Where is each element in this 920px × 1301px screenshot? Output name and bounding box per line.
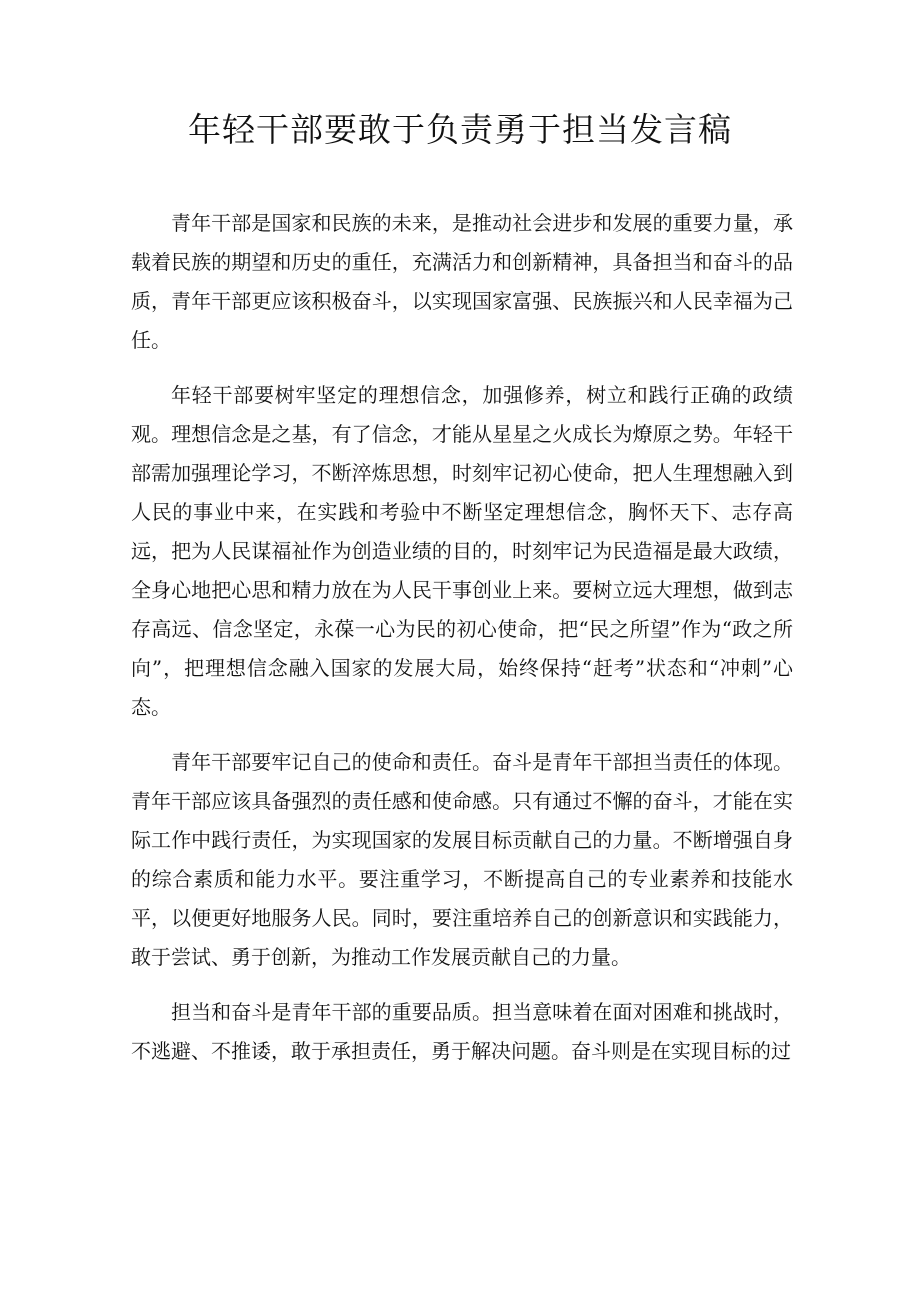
document-title: 年轻干部要敢于负责勇于担当发言稿	[188, 110, 732, 149]
paragraph-2: 年轻干部要树牢坚定的理想信念，加强修养，树立和践行正确的政绩观。理想信念是之基，有了信念，才能从星星之火成长为燎原之势。年轻干部需加强理论学习，不断淬炼思想，时刻牢记初心使命，把人生理想融入到人民的事业中来，在实践和考验中不断坚定理想信念，胸怀天下、志存高远，把为人民谋福祉作为创造业绩的目的，时刻牢记为民造福是最大政绩，全身心地把心思和精力放在为人民干事创业上来。要树立远大理想，做到志存高远、信念坚定，永葆一心为民的初心使命，把“民之所望”作为“政之所向”，把理想信念融入国家的发展大局，始终保持“赶考”状态和“冲刺”心态。	[131, 383, 793, 719]
paragraph-1: 青年干部是国家和民族的未来，是推动社会进步和发展的重要力量，承载着民族的期望和历史的重任，充满活力和创新精神，具备担当和奋斗的品质，青年干部更应该积极奋斗，以实现国家富强、民族振兴和人民幸福为己任。	[131, 211, 793, 352]
paragraph-3: 青年干部要牢记自己的使命和责任。奋斗是青年干部担当责任的体现。青年干部应该具备强烈的责任感和使命感。只有通过不懈的奋斗，才能在实际工作中践行责任，为实现国家的发展目标贡献自己的力量。不断增强自身的综合素质和能力水平。要注重学习，不断提高自己的专业素养和技能水平，以便更好地服务人民。同时，要注重培养自己的创新意识和实践能力，敢于尝试、勇于创新，为推动工作发展贡献自己的力量。	[131, 750, 793, 969]
paragraph-4: 担当和奋斗是青年干部的重要品质。担当意味着在面对困难和挑战时，不逃避、不推诿，敢于承担责任，勇于解决问题。奋斗则是在实现目标的过	[131, 1000, 793, 1063]
document-body	[131, 204, 793, 1087]
